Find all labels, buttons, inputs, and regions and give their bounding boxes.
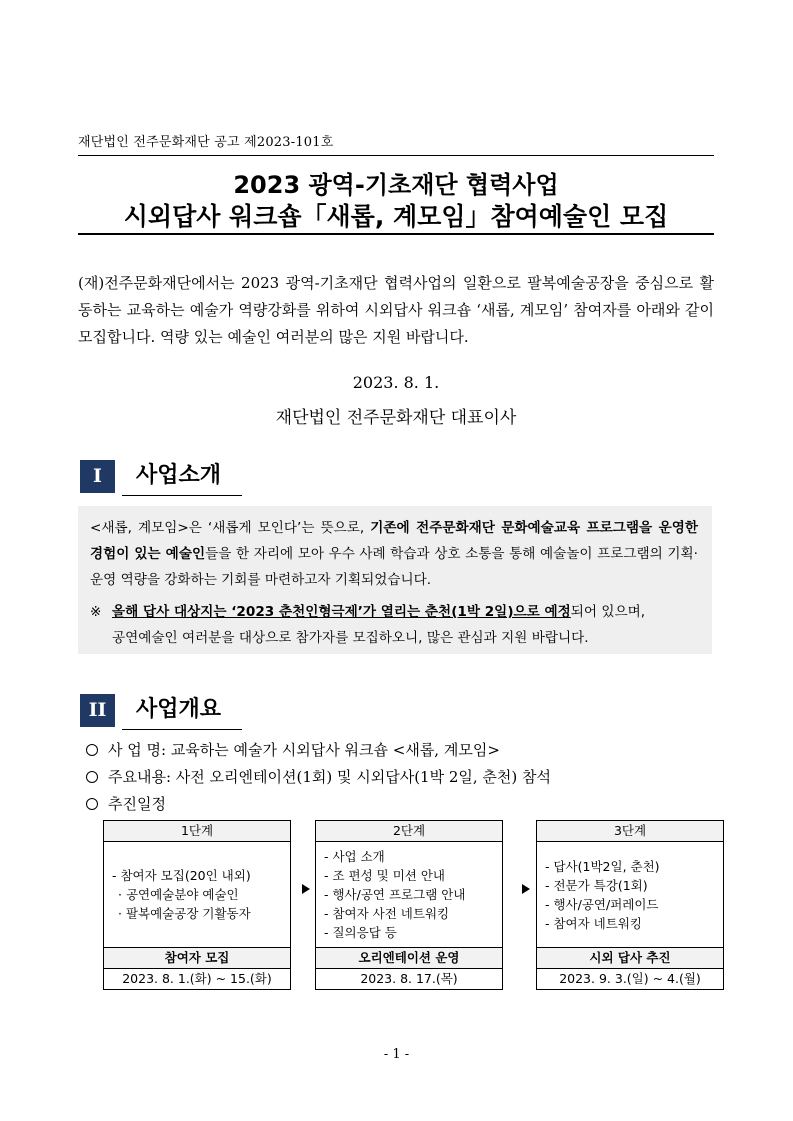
- stage-line: - 참여자 모집(20인 내외): [112, 868, 251, 883]
- section-1-badge: I: [80, 460, 115, 493]
- right-triangle-icon: [522, 884, 530, 894]
- stage-line: - 참여자 사전 네트워킹: [324, 906, 450, 921]
- project-name: 사 업 명: 교육하는 예술가 시외답사 워크숍 <새롭, 계모임>: [108, 741, 500, 759]
- stage-footer: 오리엔테이션 운영: [316, 948, 502, 969]
- section-2-badge: II: [80, 694, 115, 727]
- stage-body: [104, 842, 290, 948]
- stage-date: 2023. 8. 1.(화) ~ 15.(화): [122, 971, 272, 986]
- circle-bullet-icon: [86, 771, 98, 783]
- intro-paragraph: (재)전주문화재단에서는 2023 광역-기초재단 협력사업의 일환으로 팔복예술공장을 중심으로 활동하는 교육하는 예술가 역량강화를 위하여 시외답사 워크숍 ‘새롭, 계모임’ 참여자를 아래와 같이 모집합니다. 역량 있는 예술인 여러분의 많은 지원 바랍니다.: [78, 274, 714, 346]
- notice-number: 재단법인 전주문화재단 공고 제2023-101호: [78, 135, 334, 150]
- overview-list: [86, 737, 551, 818]
- notice-date: 2023. 8. 1.: [352, 373, 440, 392]
- list-item: [86, 791, 551, 818]
- stage-line: - 참여자 네트워킹: [545, 915, 642, 931]
- note-continuation: 공연예술인 여러분을 대상으로 참가자를 모집하오니, 많은 관심과 지원 바랍니다.: [112, 630, 589, 646]
- stage-line: - 행사/공연/퍼레이드: [545, 896, 659, 912]
- schedule-label: 추진일정: [108, 795, 166, 813]
- stage-line: · 팔복예술공장 기활동자: [118, 906, 251, 921]
- list-item: [86, 737, 551, 764]
- stage-body: [537, 842, 723, 948]
- stage-3-box: [536, 820, 724, 990]
- section-2-title: 사업개요: [122, 694, 242, 730]
- intro-text-a: <새롭, 계모임>은 ‘새롭게 모인다’는 뜻으로,: [90, 520, 371, 536]
- list-item: [86, 764, 551, 791]
- note-highlight: 올해 답사 대상지는 ‘2023 춘천인형극제’가 열리는 춘천(1박 2일)으로 예정: [112, 604, 571, 620]
- main-content: 주요내용: 사전 오리엔테이션(1회) 및 시외답사(1박 2일, 춘천) 참석: [108, 768, 551, 786]
- stage-footer: 시외 답사 추진: [537, 948, 723, 969]
- stage-line: - 조 편성 및 미션 안내: [324, 868, 445, 883]
- stage-header: 1단계: [104, 821, 290, 842]
- stage-line: - 사업 소개: [324, 849, 385, 864]
- stage-header: 2단계: [316, 821, 502, 842]
- destination-note: [90, 599, 698, 625]
- intro-text-bold: 기존에 전주문화재단 문화예술교육 프로그램을 운영한 경험이 있는 예술인: [90, 520, 698, 562]
- page-number: - 1 -: [383, 1047, 410, 1062]
- stage-1-box: [103, 820, 291, 990]
- issuing-organization: 재단법인 전주문화재단 대표이사: [275, 408, 517, 428]
- stage-line: - 행사/공연 프로그램 안내: [324, 887, 466, 902]
- stage-body: [316, 842, 502, 948]
- title-line-2: 시외답사 워크숍「새롭, 계모임」참여예술인 모집: [123, 202, 669, 231]
- note-mark: ※: [90, 604, 102, 620]
- stage-line: - 질의응답 등: [324, 925, 397, 940]
- section-1-title: 사업소개: [122, 460, 242, 496]
- stage-line: · 공연예술분야 예술인: [118, 887, 239, 902]
- stage-2-box: [315, 820, 503, 990]
- title-top-rule: [78, 155, 714, 156]
- note-text-b: 되어 있으며,: [570, 604, 646, 620]
- circle-bullet-icon: [86, 744, 98, 756]
- title-line-1: 2023 광역-기초재단 협력사업: [233, 171, 559, 199]
- stage-header: 3단계: [537, 821, 723, 842]
- right-triangle-icon: [302, 884, 310, 894]
- intro-text-c: 들을 한 자리에 모아 우수 사례 학습과 상호 소통을 통해 예술놀이 프로그램의 기획·운영 역량을 강화하는 기회를 마련하고자 기획되었습니다.: [90, 546, 698, 588]
- stage-line: - 답사(1박2일, 춘천): [545, 858, 660, 874]
- title-bottom-rule: [78, 233, 714, 235]
- circle-bullet-icon: [86, 798, 98, 810]
- stage-footer: 참여자 모집: [104, 948, 290, 969]
- project-intro-box: [78, 506, 712, 654]
- stage-date: 2023. 9. 3.(일) ~ 4.(월): [559, 971, 701, 986]
- stage-line: - 전문가 특강(1회): [545, 877, 648, 893]
- stage-date: 2023. 8. 17.(목): [360, 971, 458, 986]
- project-intro-text: [90, 515, 698, 593]
